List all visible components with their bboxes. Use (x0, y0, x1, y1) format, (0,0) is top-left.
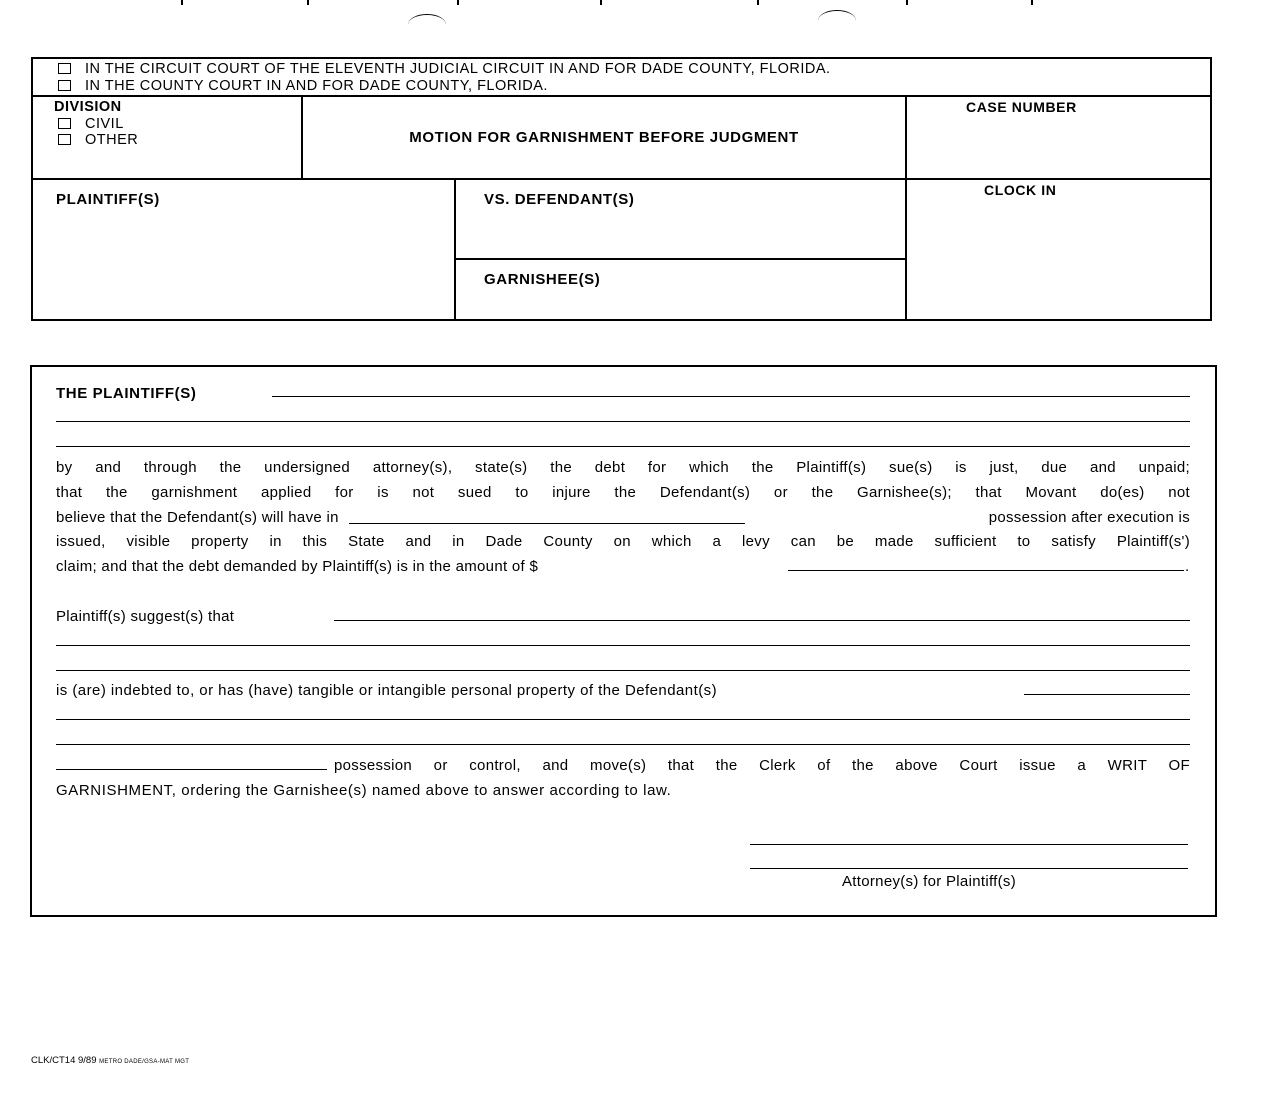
para-line-5: claim; and that the debt demanded by Plaintiff(s) is in the amount of $ (56, 558, 539, 575)
checkbox-icon[interactable] (58, 80, 71, 91)
punch-hole-mark-right (818, 10, 856, 31)
defendant-name-line[interactable] (1024, 694, 1190, 695)
defendant-name-line-2[interactable] (56, 719, 1190, 720)
garnishee-name-line[interactable] (334, 620, 1190, 621)
garnishee-name-line-2[interactable] (56, 645, 1190, 646)
checkbox-icon[interactable] (58, 118, 71, 129)
division-label: DIVISION (54, 99, 122, 115)
case-number-label: CASE NUMBER (966, 99, 1077, 115)
amount-blank[interactable] (788, 570, 1184, 571)
form-title: MOTION FOR GARNISHMENT BEFORE JUDGMENT (409, 129, 799, 146)
garnishment-line: GARNISHMENT, ordering the Garnishee(s) named above to answer according to law. (56, 782, 672, 799)
possession-blank[interactable] (349, 523, 745, 524)
possession-line: possession or control, and move(s) that the Clerk of the above Court issue a WRIT OF (334, 757, 1190, 774)
plaintiff-name-line-3[interactable] (56, 446, 1190, 447)
plaintiff-name-line[interactable] (272, 396, 1190, 397)
garnishee-label: GARNISHEE(S) (484, 271, 601, 288)
para-line-1: by and through the undersigned attorney(s), state(s) the debt for which the Plaintiff(s) sue(s) is just, due and unpaid; (56, 459, 1190, 476)
plaintiff-name-line-2[interactable] (56, 421, 1190, 422)
body-plaintiff-label: THE PLAINTIFF(S) (56, 385, 197, 402)
division-option-civil[interactable]: CIVIL (58, 116, 124, 132)
checkbox-icon[interactable] (58, 134, 71, 145)
clock-in-label: CLOCK IN (984, 182, 1057, 198)
division-option-other[interactable]: OTHER (58, 132, 138, 148)
form-code: CLK/CT14 9/89 METRO DADE/GSA-MAT MGT (31, 1055, 190, 1066)
signature-label: Attorney(s) for Plaintiff(s) (842, 873, 1017, 890)
garnishee-name-line-3[interactable] (56, 670, 1190, 671)
signature-line-2[interactable] (750, 868, 1188, 869)
defendant-name-line-4[interactable] (56, 769, 327, 770)
court-option-county[interactable]: IN THE COUNTY COURT IN AND FOR DADE COUNTY, FLORIDA. (58, 78, 548, 94)
suggest-label: Plaintiff(s) suggest(s) that (56, 608, 235, 625)
court-option-circuit[interactable]: IN THE CIRCUIT COURT OF THE ELEVENTH JUDICIAL CIRCUIT IN AND FOR DADE COUNTY, FLORIDA. (58, 61, 831, 77)
checkbox-icon[interactable] (58, 63, 71, 74)
para-line-4: issued, visible property in this State and in Dade County on which a levy can be made sufficient to satisfy Plaintiff(s') (56, 533, 1190, 550)
plaintiff-label: PLAINTIFF(S) (56, 191, 160, 208)
signature-line[interactable] (750, 844, 1188, 845)
defendant-label: VS. DEFENDANT(S) (484, 191, 635, 208)
defendant-name-line-3[interactable] (56, 744, 1190, 745)
indebted-text: is (are) indebted to, or has (have) tangible or intangible personal property of the Defendant(s) (56, 682, 718, 699)
motion-body-box (30, 365, 1217, 917)
para-line-2: that the garnishment applied for is not sued to injure the Defendant(s) or the Garnishee(s); that Movant do(es) not (56, 484, 1190, 501)
para-line-3: believe that the Defendant(s) will have in possession after execution is (56, 509, 1190, 526)
punch-hole-mark-left (408, 14, 446, 35)
para-end-period: . (1185, 558, 1190, 575)
